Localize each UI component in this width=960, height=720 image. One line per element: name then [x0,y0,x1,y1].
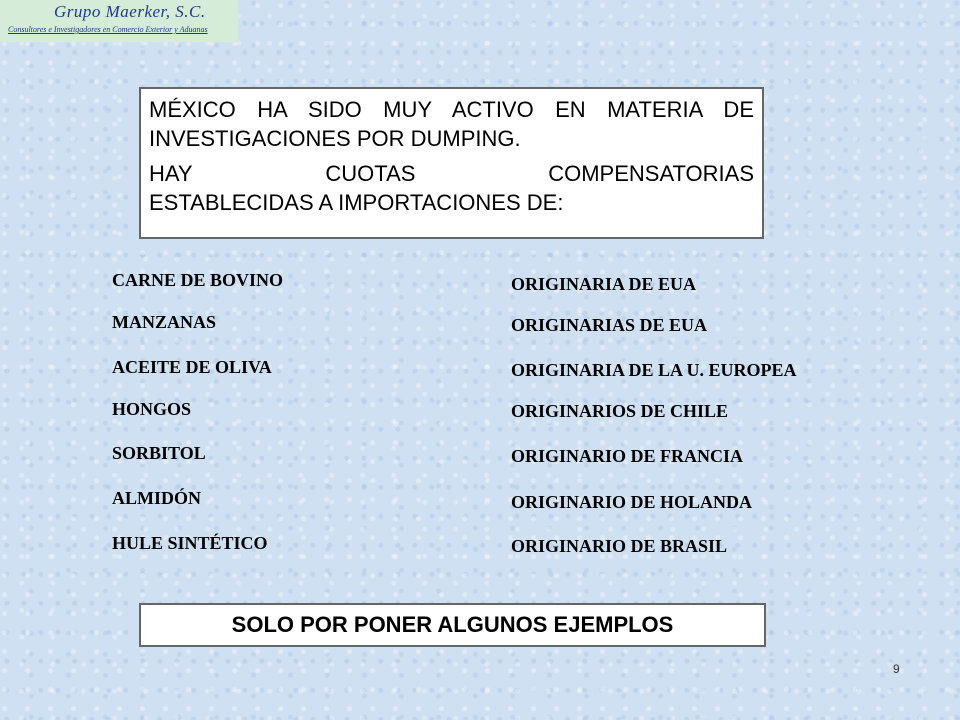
company-logo [0,0,238,42]
product-6: ALMIDÓN [112,488,201,508]
page-number: 9 [893,662,900,676]
product-3: ACEITE DE OLIVA [112,357,272,377]
logo-subtitle: Consultores e Investigadores en Comercio Exterior y Aduanas [8,25,208,34]
origin-4: ORIGINARIOS DE CHILE [511,401,729,421]
word-hay: HAY [149,161,193,186]
origin-7: ORIGINARIO DE BRASIL [511,536,728,556]
statement-paragraph-2-line-1 [149,159,754,188]
statement-paragraph-1: MÉXICO HA SIDO MUY ACTIVO EN MATERIA DE INVESTIGACIONES POR DUMPING. [149,97,754,151]
product-4: HONGOS [112,399,192,419]
origin-3: ORIGINARIA DE LA U. EUROPEA [511,360,797,380]
statement-paragraph-2-line-2: ESTABLECIDAS A IMPORTACIONES DE: [149,190,564,215]
origin-5: ORIGINARIO DE FRANCIA [511,446,744,466]
origin-2: ORIGINARIAS DE EUA [511,315,708,335]
word-compensatorias: COMPENSATORIAS [548,161,754,186]
product-5: SORBITOL [112,443,206,463]
logo-title: Grupo Maerker, S.C. [54,2,206,21]
word-cuotas: CUOTAS [325,161,416,186]
origin-1: ORIGINARIA DE EUA [511,274,697,294]
product-7: HULE SINTÉTICO [112,533,268,553]
product-1: CARNE DE BOVINO [112,270,284,290]
origin-6: ORIGINARIO DE HOLANDA [511,492,753,512]
examples-note-box: SOLO POR PONER ALGUNOS EJEMPLOS [139,603,766,647]
product-2: MANZANAS [112,312,217,332]
statement-paragraph-2 [149,159,754,217]
main-statement-box [139,87,764,239]
